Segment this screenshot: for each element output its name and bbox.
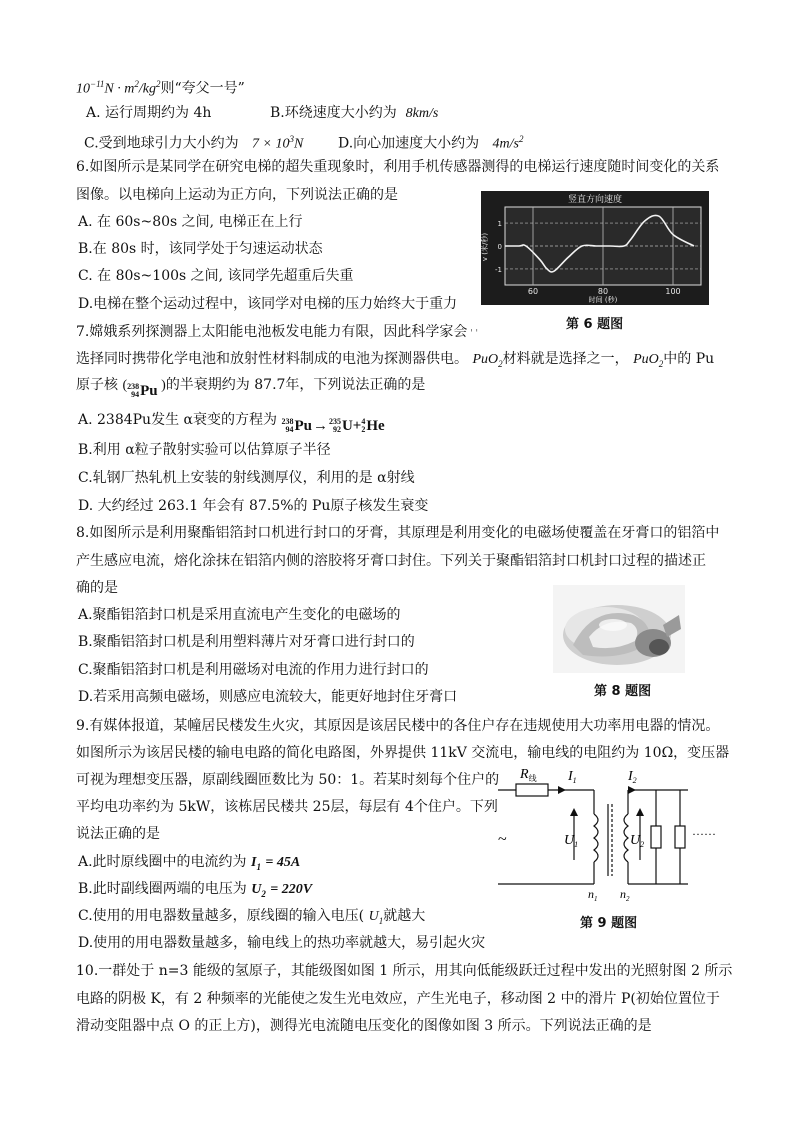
fig6-chart	[481, 191, 709, 305]
secondary-coil	[624, 814, 628, 862]
top-option-c-unit: N	[293, 136, 304, 152]
q8-option-b: B.聚酯铝箔封口机是利用塑料薄片对牙膏口进行封口的	[78, 634, 415, 650]
primary-coil	[594, 814, 598, 862]
q9-stem-5: 说法正确的是	[76, 826, 160, 842]
q9-option-b: B.此时副线圈两端的电压为 $U_2 = 220V$	[78, 881, 313, 899]
fig6-xtick-label: 80	[597, 287, 609, 296]
q7-stem-2: 选择同时携带化学电池和放射性材料制成的电池为探测器供电。 PuO$_2$材料就是选择之一， PuO$_2$中的 Pu	[76, 351, 715, 369]
q9-option-c-tail: 就越大	[383, 908, 426, 924]
q8-stem-3: 确的是	[76, 580, 118, 596]
q9-option-d: D.使用的用电器数量越多，输电线上的热功率就越大，易引起火灾	[78, 935, 486, 951]
q9-option-b-text: B.此时副线圈两端的电压为	[78, 881, 247, 897]
q7-stem-1-text: 7.嫦娥系列探测器上太阳能电池板发电能力有限，因此科学家会	[76, 324, 468, 340]
q9-option-a-value: = 45A	[265, 855, 301, 870]
q8-stem-2: 产生感应电流，熔化涂抹在铝箔内侧的溶胶将牙膏口封住。下列关于聚酯铝箔封口机封口过程的描述正	[76, 553, 706, 569]
fig6-title: 竖直方向速度	[567, 195, 623, 205]
q7-option-c: C.轧钢厂热轧机上安装的射线测厚仪，利用的是 α射线	[78, 470, 415, 486]
q8-option-d: D.若采用高频电磁场，则感应电流较大，能更好地封住牙膏口	[78, 689, 458, 705]
q7-stem-2c: 中的 Pu	[663, 351, 715, 367]
unit-line: $10^{-11}N \cdot m^2/kg^2$则“夸父一号”	[76, 79, 245, 97]
top-option-b-text: B.环绕速度大小约为	[270, 105, 397, 121]
q9-stem-4: 平均电功率约为 5kW，该栋居民楼共 25层，每层有 4个住户。下列	[76, 799, 498, 815]
load-2	[675, 826, 685, 848]
n1-label: $n_1$	[588, 887, 598, 903]
fig6-ytick-label: 1	[497, 220, 502, 229]
fig6-xlabel: 时间 (秒)	[588, 296, 618, 304]
top-option-c-text: C.受到地球引力大小约为	[84, 135, 239, 152]
top-option-c-value: 7 × 10	[252, 136, 290, 152]
load-1	[651, 826, 661, 848]
q8-stem-1: 8.如图所示是利用聚酯铝箔封口机进行封口的牙膏，其原理是利用变化的电磁场使覆盖在牙膏口的铝箔中	[76, 525, 720, 541]
fig8-photo	[553, 585, 685, 673]
fig8-caption: 第 8 题图	[594, 684, 652, 699]
q10-stem-1: 10.一群处于 n=3 能级的氢原子，其能级图如图 1 所示，用其向低能级跃迁过程中发出的光照射图 2 所示	[76, 963, 733, 979]
top-option-d-value: 4m/s	[492, 136, 519, 152]
fig6-ytick-label: -1	[495, 265, 502, 274]
unit-base: 10	[76, 81, 90, 97]
fig6-caption: 第 6 题图	[566, 317, 624, 332]
fig6-ytick-label: 0	[497, 243, 502, 251]
fig9-caption: 第 9 题图	[580, 916, 638, 931]
q10-stem-3: 滑动变阻器中点 O 的正上方)，测得光电流随电压变化的图像如图 3 所示。下列说法正确的是	[76, 1018, 652, 1034]
alpha-decay-equation: 238 94 Pu → 235 92 U + 4 2 He	[281, 417, 385, 434]
top-option-d: D.向心加速度大小约为 $4m/s^2$	[338, 134, 524, 152]
q7-option-d: D. 大约经过 263.1 年会有 87.5%的 Pu原子核发生衰变	[78, 498, 429, 514]
line-resistor	[516, 784, 548, 796]
q9-stem-3: 可视为理想变压器，原副线圈匝数比为 50：1。若某时刻每个住户的	[76, 772, 500, 788]
unit-tail: 则“夸父一号”	[160, 80, 245, 97]
pu238-nuclide: 238 94 Pu	[127, 382, 158, 399]
u1-label: $U_1$	[564, 833, 579, 849]
q9-option-b-value: = 220V	[270, 882, 313, 897]
top-option-b-value: 8km/s	[405, 106, 439, 121]
i1-label: $I_1$	[568, 769, 577, 785]
ac-source-symbol: ~	[498, 831, 507, 848]
q6-option-d: D.电梯在整个运动过程中，该同学对电梯的压力始终大于重力	[78, 296, 458, 312]
fig6-ylabel: v (米/秒)	[481, 232, 489, 262]
q7-stem-2-text: 选择同时携带化学电池和放射性材料制成的电池为探测器供电。	[76, 351, 468, 367]
r-line-label: $R_线$	[520, 767, 537, 783]
n2-label: $n_2$	[620, 887, 630, 903]
q6-stem-2: 图像。以电梯向上运动为正方向，下列说法正确的是	[76, 187, 398, 203]
q9-option-a: A.此时原线圈中的电流约为 $I_1 = 45A$	[78, 854, 301, 872]
q7-option-a	[78, 411, 385, 435]
q10-stem-2: 电路的阴极 K，有 2 种频率的光能使之发生光电效应，产生光电子，移动图 2 中的滑片 P(初始位置位于	[76, 991, 720, 1007]
q7-option-b: B.利用 α粒子散射实验可以估算原子半径	[78, 442, 331, 458]
top-option-a: A. 运行周期约为 4h	[86, 105, 212, 121]
fig9-circuit	[492, 764, 732, 904]
q9-stem-2: 如图所示为该居民楼的输电电路的简化电路图，外界提供 11kV 交流电，输电线的电阻约为 10Ω，变压器	[76, 745, 730, 761]
top-option-b	[270, 104, 438, 123]
more-loads-dots: ······	[692, 827, 716, 841]
unit-exp: −11	[90, 79, 105, 89]
q9-option-c: C.使用的用电器数量越多，原线圈的输入电压( $U_1$就越大	[78, 908, 426, 926]
q7-puo2-b: PuO	[633, 352, 659, 367]
fig6-xtick-label: 100	[665, 287, 681, 296]
q9-stem-1: 9.有媒体报道，某幢居民楼发生火灾，其原因是该居民楼中的各住户存在违规使用大功率用电器的情况。	[76, 718, 720, 734]
q6-option-b: B.在 80s 时，该同学处于匀速运动状态	[78, 241, 323, 257]
q9-option-c-text: C.使用的用电器数量越多，原线圈的输入电压(	[78, 908, 365, 924]
q6-stem-1: 6.如图所示是某同学在研究电梯的超失重现象时，利用手机传感器测得的电梯运行速度随时间变化的关系	[76, 159, 720, 175]
q7-puo2: PuO	[472, 352, 499, 367]
fig6-xtick-label: 60	[527, 287, 539, 296]
top-option-c-exp: 3	[289, 134, 294, 144]
q7-stem-3b: 的半衰期约为 87.7年，下列说法正确的是	[165, 377, 426, 393]
q7-stem-1: 7.嫦娥系列探测器上太阳能电池板发电能力有限，因此科学家会 ' '	[76, 324, 479, 340]
i2-label: $I_2$	[628, 769, 637, 785]
top-option-d-text: D.向心加速度大小约为	[338, 135, 480, 152]
q8-option-a: A.聚酯铝箔封口机是采用直流电产生变化的电磁场的	[78, 607, 401, 623]
q6-option-a: A. 在 60s~80s 之间, 电梯正在上行	[78, 214, 303, 230]
q7-stem-3: 原子核 ( 238 94 Pu )的半衰期约为 87.7年，下列说法正确的是	[76, 377, 426, 399]
q7-stem-2b: 材料就是选择之一，	[502, 351, 629, 367]
q6-option-c: C. 在 80s~100s 之间, 该同学先超重后失重	[78, 268, 354, 284]
q8-option-c: C.聚酯铝箔封口机是利用磁场对电流的作用力进行封口的	[78, 662, 429, 678]
unit-rest: N · m	[104, 81, 135, 97]
q7-option-a-text: A. 2384Pu发生 α衰变的方程为	[78, 412, 277, 428]
u2-label: $U_2$	[630, 833, 645, 849]
q9-option-a-text: A.此时原线圈中的电流约为	[78, 854, 247, 870]
unit-rest2: /kg	[138, 81, 156, 97]
q7-stem-3a: 原子核	[76, 377, 118, 393]
top-option-c	[84, 130, 303, 154]
